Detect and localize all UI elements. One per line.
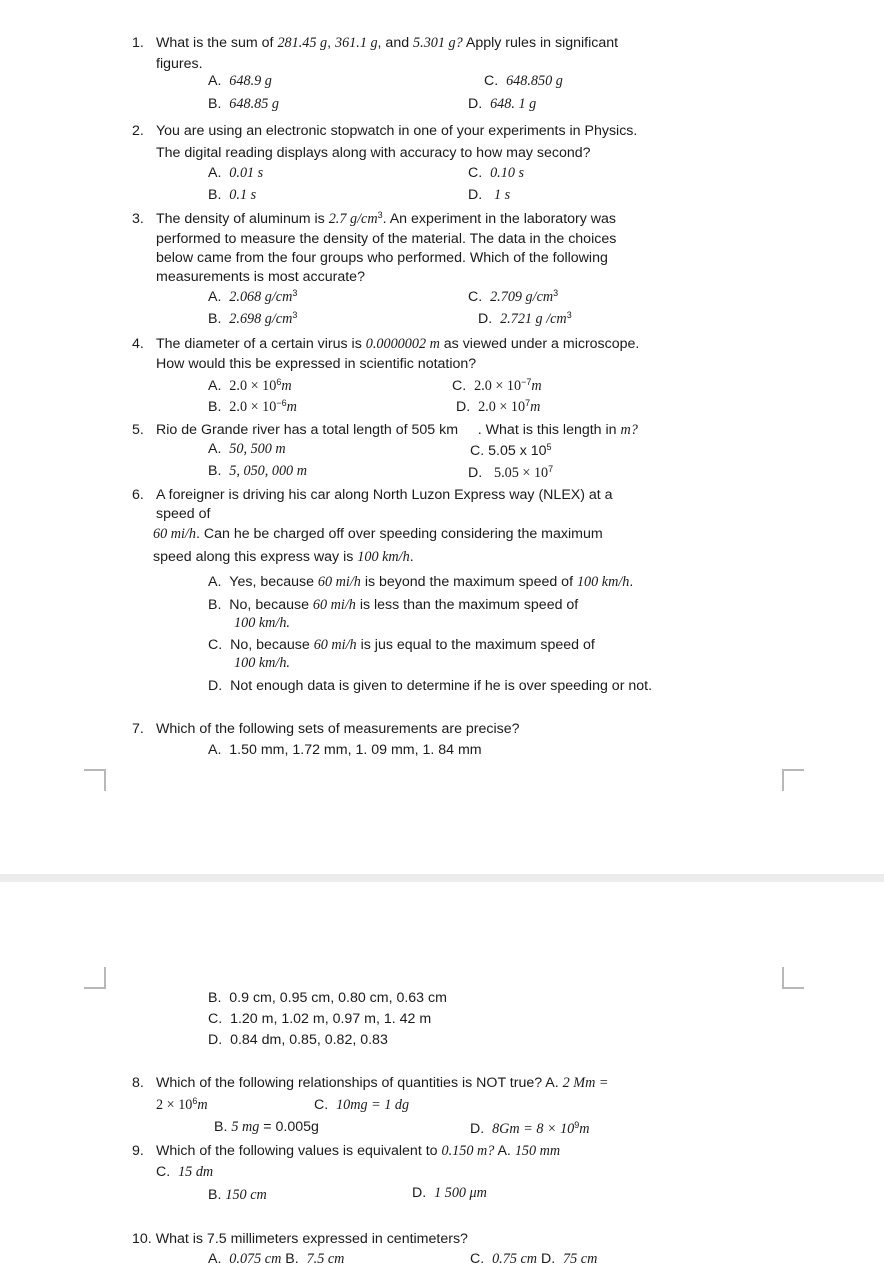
q2-option-c[interactable]: C. 0.10 s <box>468 165 524 181</box>
question-6-stem-l3: 60 mi/h. Can he be charged off over speeding considering the maximum <box>153 526 603 542</box>
q10-option-a-b[interactable]: A. 0.075 cm B. 7.5 cm <box>208 1251 345 1267</box>
question-8-stem: 8. Which of the following relationships of quantities is NOT true? A. 2 Mm = <box>132 1075 609 1091</box>
q7-option-d[interactable]: D. 0.84 dm, 0.85, 0.82, 0.83 <box>208 1032 388 1048</box>
q4-option-d[interactable]: D. $2.0 \times 10^7m$ <box>456 398 541 415</box>
q10-option-c-d[interactable]: C. 0.75 cm D. 75 cm <box>470 1251 598 1267</box>
question-3-stem: 3. The density of aluminum is 2.7 $g/cm^3$. An experiment in the laboratory was <box>132 210 617 227</box>
q3-option-d[interactable]: D. 2.721 g $/cm^3$ <box>478 310 572 327</box>
question-5-stem: 5. Rio de Grande river has a total length of 505 km . What is this length in m? <box>132 422 638 438</box>
q6-option-c[interactable]: C. No, because 60 mi/h is jus equal to the maximum speed of <box>208 637 595 653</box>
q8-option-b[interactable]: B. 5 mg = 0.005g <box>214 1119 319 1135</box>
question-3-stem-l3: below came from the four groups who performed. Which of the following <box>156 250 608 266</box>
question-6-stem-l2: speed of <box>156 506 211 522</box>
q5-option-a[interactable]: A. 50, 500 m <box>208 441 286 457</box>
q3-option-a[interactable]: A. 2.068 $g/cm^3$ <box>208 288 298 305</box>
q4-option-a[interactable]: A. $2.0 \times 10^6m$ <box>208 377 292 394</box>
q6-option-b-cont: 100 km/h. <box>234 615 290 631</box>
q6-option-d[interactable]: D. Not enough data is given to determine if he is over speeding or not. <box>208 678 653 694</box>
question-1-stem: 1. What is the sum of 281.45 g, 361.1 g, and 5.301 g? Apply rules in significant <box>132 35 619 51</box>
question-6-stem-l4: speed along this express way is 100 km/h. <box>153 549 414 565</box>
q7-option-c[interactable]: C. 1.20 m, 1.02 m, 0.97 m, 1. 42 m <box>208 1011 432 1027</box>
question-10-stem: 10. What is 7.5 millimeters expressed in centimeters? <box>132 1231 468 1247</box>
question-7-stem: 7. Which of the following sets of measurements are precise? <box>132 721 520 737</box>
q8-option-a-value[interactable]: $2 \times 10^6m$ <box>156 1096 208 1113</box>
q9-option-d[interactable]: D. 1 500 μm <box>412 1185 487 1201</box>
q3-option-b[interactable]: B. 2.698 $g/cm^3$ <box>208 310 298 327</box>
q4-option-c[interactable]: C. $2.0 \times 10^{-7}m$ <box>452 377 542 394</box>
q8-option-d[interactable]: D. $8Gm = 8 \times 10^9m$ <box>470 1120 590 1137</box>
question-9-stem: 9. Which of the following values is equivalent to 0.150 m? A. 150 mm <box>132 1143 561 1159</box>
question-2-stem: 2. You are using an electronic stopwatch in one of your experiments in Physics. <box>132 123 638 139</box>
q2-option-d[interactable]: D. 1 s <box>468 187 511 203</box>
q2-option-b[interactable]: B. 0.1 s <box>208 187 257 203</box>
q1-option-b[interactable]: B. 648.85 g <box>208 96 279 112</box>
q9-option-b[interactable]: B. 150 cm <box>208 1187 267 1203</box>
crop-mark-top-left <box>84 769 106 791</box>
q8-option-c[interactable]: C. 10mg = 1 dg <box>314 1097 410 1113</box>
q4-option-b[interactable]: B. $2.0 \times 10^{-6}m$ <box>208 398 297 415</box>
crop-mark-bottom-right <box>782 967 804 989</box>
q5-option-c[interactable]: C. 5.05 x $10^5$ <box>470 442 552 459</box>
question-3-stem-l4: measurements is most accurate? <box>156 269 365 285</box>
q5-option-d[interactable]: D. $5.05 \times 10^7$ <box>468 464 554 481</box>
q6-option-a[interactable]: A. Yes, because 60 mi/h is beyond the maximum speed of 100 km/h. <box>208 574 634 590</box>
question-6-stem: 6. A foreigner is driving his car along North Luzon Express way (NLEX) at a <box>132 487 613 503</box>
q6-option-b[interactable]: B. No, because 60 mi/h is less than the maximum speed of <box>208 597 579 613</box>
question-2-stem-cont: The digital reading displays along with accuracy to how may second? <box>156 145 591 161</box>
q1-option-a[interactable]: A. 648.9 g <box>208 73 272 89</box>
q1-option-c[interactable]: C. 648.850 g <box>484 73 563 89</box>
page-divider <box>0 874 884 882</box>
q6-option-c-cont: 100 km/h. <box>234 655 290 671</box>
q1-option-d[interactable]: D. 648. 1 g <box>468 96 537 112</box>
q5-option-b[interactable]: B. 5, 050, 000 m <box>208 463 307 479</box>
q2-option-a[interactable]: A. 0.01 s <box>208 165 264 181</box>
crop-mark-bottom-left <box>84 967 106 989</box>
question-4-stem-cont: How would this be expressed in scientific notation? <box>156 356 477 372</box>
question-4-stem: 4. The diameter of a certain virus is 0.0000002 m as viewed under a microscope. <box>132 336 640 352</box>
question-1-stem-cont: figures. <box>156 56 203 72</box>
question-3-stem-l2: performed to measure the density of the material. The data in the choices <box>156 231 617 247</box>
q3-option-c[interactable]: C. 2.709 $g/cm^3$ <box>468 288 559 305</box>
q7-option-a[interactable]: A. 1.50 mm, 1.72 mm, 1. 09 mm, 1. 84 mm <box>208 742 482 758</box>
q9-option-c[interactable]: C. 15 dm <box>156 1164 214 1180</box>
crop-mark-top-right <box>782 769 804 791</box>
q7-option-b[interactable]: B. 0.9 cm, 0.95 cm, 0.80 cm, 0.63 cm <box>208 990 447 1006</box>
